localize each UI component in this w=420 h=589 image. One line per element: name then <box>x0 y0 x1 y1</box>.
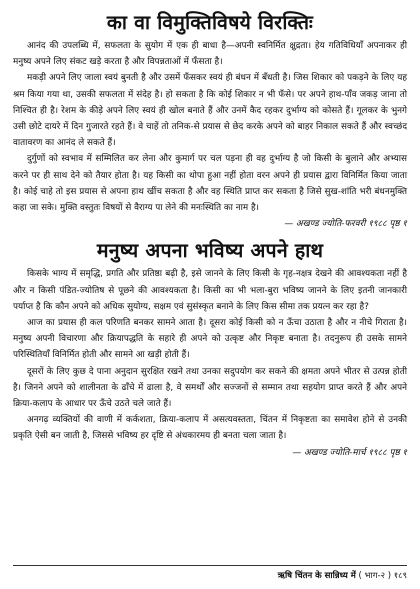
article-title: का वा विमुक्तिविषये विरक्तिः <box>106 11 314 34</box>
attribution: — अखण्ड ज्योति-मार्च १९८८ पृष्ठ १ <box>292 447 407 458</box>
page-footer <box>13 565 407 581</box>
closing-block <box>13 151 407 216</box>
paragraph: आनंद की उपलब्धि में, सफलता के सुयोग में एक ही बाधा है—अपनी स्वनिर्मित क्षुद्रता। हेय गतिविधियाँ अपनाकर ही मनुष्य अपने लिए संकट खड़े करता है और विपन्नताओं में फँसता है। <box>13 41 407 68</box>
attribution: — अखण्ड ज्योति-फरवरी १९८८ पृष्ठ १ <box>284 219 407 230</box>
article-title: मनुष्य अपना भविष्य अपने हाथ <box>96 239 324 263</box>
volume-label: ( भाग-२ ) <box>358 571 392 581</box>
paragraph: किसके भाग्य में समृद्धि, प्रगति और प्रतिष्ठा बढ़ी है, इसे जानने के लिए किसी के गृह-नक्षत्र देखने की आवश्यकता नहीं है और न किसी पंडित-ज्योतिष से पूछने की आवश्यकता है। किसी का भी भला-बुरा भविष्य जानने के लिए इतनी जानकारी पर्याप्त है कि कौन अपने को अधिक सुयोग्य, सक्षम एवं सुसंस्कृत बनाने के लिए किस सीमा तक प्रयत्न कर रहा है? <box>13 269 407 312</box>
page-number: १८९ <box>393 571 407 581</box>
paragraph: अनगढ़ व्यक्तियों की वाणी में कर्कशता, क्रिया-कलाप में असत्यवस्तता, चिंतन में निकृष्टता का समावेश होने से उनकी प्रकृति ऐसी बन जाती है, जिससे भविष्य हर दृष्टि से अंधकारमय ही बनता चला जाता है। <box>13 415 407 442</box>
attribution-row <box>13 445 407 461</box>
paragraph: दुर्गुणों को स्वभाव में सम्मिलित कर लेना और कुमार्ग पर चल पड़ना ही वह दुर्भाग्य है जो किसी के बुलाने और अभ्यास करने पर ही साथ देने को तैयार होता है। यह किसी का थोपा हुआ नहीं होता वरन अपने ही प्रयास द्वारा विनिर्मित किया जाता है। कोई चाहे तो इस प्रयास से अपना हाथ खींच सकता है और वह स्थिति प्राप्त कर सकता है जिसे सुख-शांति भरी बंधनमुक्ति कहा जा सके। मुक्ति वस्तुतः विषयों से वैराग्य पा लेने की मनःस्थिति का नाम है। <box>13 154 407 214</box>
paragraph: आज का प्रयास ही कल परिणति बनकर सामने आता है। दूसरा कोई किसी को न ऊँचा उठाता है और न नीचे गिराता है। मनुष्य अपनी विचारणा और क्रियापद्धति के सहारे ही अपने को उत्कृष्ट और निकृष्ट बनाता है। तदनुरूप ही उसके सामने परिस्थितियाँ विनिर्मित होती और सामने आ खड़ी होती हैं। <box>13 318 407 361</box>
attribution-row <box>13 216 407 232</box>
paragraph: दूसरों के लिए कुछ दे पाना अनुदान सुरक्षित रखने तथा उनका सदुपयोग कर सकने की क्षमता अपने भीतर से उत्पन्न होती है। जिनने अपने को शालीनता के ढाँचे में ढाला है, वे समर्थों और सज्जनों से सम्मान तथा सहयोग प्राप्त करते हैं और अपने क्रिया-कलाप के आधार पर ऊँचे उठते चले जाते हैं। <box>13 366 407 410</box>
book-title: ऋषि चिंतन के सान्निध्य में <box>277 571 356 581</box>
paragraph: मकड़ी अपने लिए जाला स्वयं बुनती है और उसमें फँसकर स्वयं ही बंधन में बँधती है। जिस शिकार को पकड़ने के लिए यह श्रम किया गया था, उसकी सफलता में संदेह है। हो सकता है कि कोई शिकार न भी फँसे। पर अपने हाथ-पाँव जकड़ जाना तो निश्चित ही है। रेशम के कीड़े अपने लिए स्वयं ही खोल बनाते हैं और उनमें कैद रहकर दुर्भाग्य को कोसते हैं। गूलकर के भुनगे उसी छोटे दायरे में दिन गुजारते रहते हैं। वे चाहें तो तनिक-से प्रयास से छेद करके अपने को बाहर निकाल सकते हैं और स्वच्छंद वातावरण का आनंद ले सकते हैं। <box>13 73 407 149</box>
